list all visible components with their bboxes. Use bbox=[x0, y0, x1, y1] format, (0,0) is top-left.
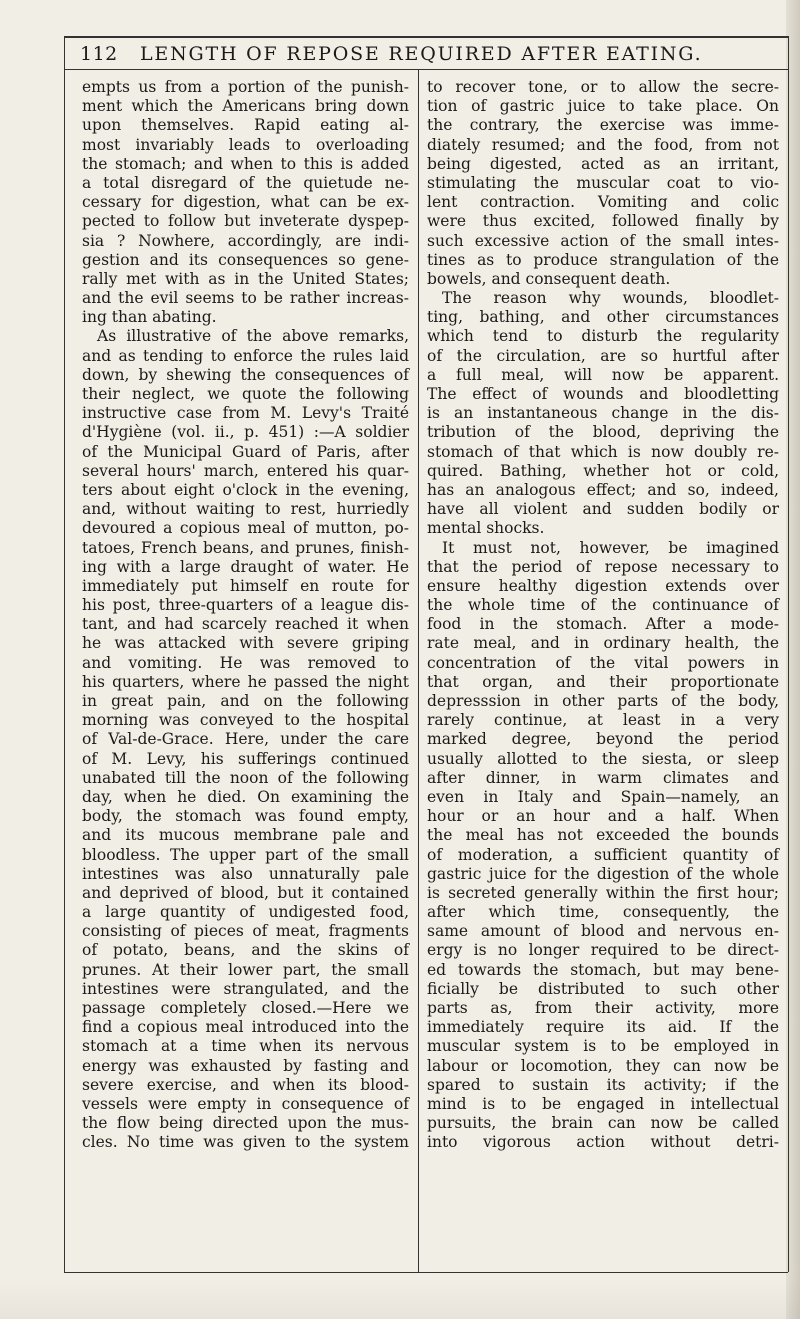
top-rule bbox=[64, 36, 788, 38]
text-line: As illustrative of the above remarks, bbox=[97, 327, 409, 346]
text-line: labour or locomotion, they can now be bbox=[427, 1056, 779, 1075]
text-line: cessary for digestion, what can be ex- bbox=[82, 193, 409, 212]
text-line: of potato, beans, and the skins of bbox=[82, 941, 409, 960]
text-line: intestines was also unnaturally pale bbox=[82, 864, 409, 883]
text-line: gestion and its consequences so gene- bbox=[82, 250, 409, 269]
text-line: of the Municipal Guard of Paris, after bbox=[82, 442, 409, 461]
text-line: and its mucous membrane pale and bbox=[82, 826, 409, 845]
text-line: the meal has not exceeded the bounds bbox=[427, 826, 779, 845]
text-line: even in Italy and Spain—namely, an bbox=[427, 787, 779, 806]
text-line: and, without waiting to rest, hurriedly bbox=[82, 500, 409, 519]
text-line: have all violent and sudden bodily or bbox=[427, 500, 779, 519]
text-line: tant, and had scarcely reached it when bbox=[82, 615, 409, 634]
text-line: is an instantaneous change in the dis- bbox=[427, 404, 779, 423]
text-line: It must not, however, be imagined bbox=[442, 538, 779, 557]
text-line: several hours' march, entered his quar- bbox=[82, 461, 409, 480]
text-line: rally met with as in the United States; bbox=[82, 269, 409, 288]
text-line: tatoes, French beans, and prunes, finish- bbox=[82, 538, 409, 557]
text-line: rarely continue, at least in a very bbox=[427, 711, 779, 730]
text-line: down, by shewing the consequences of bbox=[82, 365, 409, 384]
running-title: LENGTH OF REPOSE REQUIRED AFTER EATING. bbox=[140, 43, 703, 65]
page-shadow bbox=[0, 1279, 800, 1319]
text-line: of the circulation, are so hurtful after bbox=[427, 346, 779, 365]
text-line: into vigorous action without detri- bbox=[427, 1133, 779, 1152]
text-line: and vomiting. He was removed to bbox=[82, 653, 409, 672]
text-line: energy was exhausted by fasting and bbox=[82, 1056, 409, 1075]
page-number: 112 bbox=[80, 43, 118, 65]
text-line: and as tending to enforce the rules laid bbox=[82, 346, 409, 365]
left-rule bbox=[64, 36, 65, 1272]
text-line: ting, bathing, and other circumstances bbox=[427, 308, 779, 327]
text-line: after which time, consequently, the bbox=[427, 903, 779, 922]
text-line: the flow being directed upon the mus- bbox=[82, 1114, 409, 1133]
text-line: bloodless. The upper part of the small bbox=[82, 845, 409, 864]
text-line: ing with a large draught of water. He bbox=[82, 557, 409, 576]
text-line: lent contraction. Vomiting and colic bbox=[427, 193, 779, 212]
text-line: most invariably leads to overloading bbox=[82, 135, 409, 154]
text-line: The effect of wounds and bloodletting bbox=[427, 385, 779, 403]
text-line: of M. Levy, his sufferings continued bbox=[82, 749, 409, 768]
text-line: tribution of the blood, depriving the bbox=[427, 423, 779, 442]
text-line: bowels, and consequent death. bbox=[427, 269, 671, 288]
text-line: day, when he died. On examining the bbox=[82, 787, 409, 806]
text-line: in great pain, and on the following bbox=[82, 692, 409, 710]
text-line: prunes. At their lower part, the small bbox=[82, 960, 409, 979]
text-line: pected to follow but inveterate dyspep- bbox=[82, 212, 409, 231]
text-line: a large quantity of undigested food, bbox=[82, 903, 409, 922]
text-line: severe exercise, and when its blood- bbox=[82, 1075, 409, 1094]
text-line: body, the stomach was found empty, bbox=[82, 807, 409, 826]
text-line: pursuits, the brain can now be called bbox=[427, 1114, 779, 1133]
text-line: being digested, acted as an irritant, bbox=[427, 154, 779, 173]
text-line: morning was conveyed to the hospital bbox=[82, 711, 409, 730]
text-line: his quarters, where he passed the night bbox=[82, 672, 409, 691]
text-line: vessels were empty in consequence of bbox=[82, 1094, 409, 1113]
text-line: the whole time of the continuance of bbox=[427, 596, 779, 615]
text-line: a total disregard of the quietude ne- bbox=[82, 173, 409, 192]
text-line: rate meal, and in ordinary health, the bbox=[427, 634, 779, 653]
text-line: ergy is no longer required to be direct- bbox=[427, 941, 779, 960]
text-line: devoured a copious meal of mutton, po- bbox=[82, 519, 409, 538]
text-line: tion of gastric juice to take place. On bbox=[427, 97, 779, 116]
text-line: muscular system is to be employed in bbox=[427, 1037, 779, 1056]
text-line: the contrary, the exercise was imme- bbox=[427, 116, 779, 135]
text-line: that organ, and their proportionate bbox=[427, 672, 779, 691]
text-line: same amount of blood and nervous en- bbox=[427, 922, 779, 941]
text-line: marked degree, beyond the period bbox=[427, 730, 779, 749]
text-line: a full meal, will now be apparent. bbox=[427, 365, 779, 384]
text-line: ment which the Americans bring down bbox=[82, 97, 409, 116]
text-line: food in the stomach. After a mode- bbox=[427, 615, 779, 634]
text-line: the stomach; and when to this is added bbox=[82, 154, 409, 173]
text-line: hour or an hour and a half. When bbox=[427, 807, 779, 826]
text-line: after dinner, in warm climates and bbox=[427, 768, 779, 787]
text-line: mental shocks. bbox=[427, 519, 545, 538]
text-line: his post, three-quarters of a league dis- bbox=[82, 596, 409, 615]
text-line: of moderation, a sufficient quantity of bbox=[427, 845, 779, 864]
text-line: sia ? Nowhere, accordingly, are indi- bbox=[82, 231, 409, 250]
right-rule bbox=[788, 36, 789, 1272]
text-line: passage completely closed.—Here we bbox=[82, 999, 409, 1017]
text-line: ed towards the stomach, but may bene- bbox=[427, 960, 779, 979]
text-line: depresssion in other parts of the body, bbox=[427, 692, 779, 710]
text-line: consisting of pieces of meat, fragments bbox=[82, 922, 409, 941]
text-line: concentration of the vital powers in bbox=[427, 653, 779, 672]
text-line: stomach of that which is now doubly re- bbox=[427, 442, 779, 461]
text-line: their neglect, we quote the following bbox=[82, 385, 409, 403]
text-line: diately resumed; and the food, from not bbox=[427, 135, 779, 154]
text-line: find a copious meal introduced into the bbox=[82, 1018, 409, 1037]
text-line: intestines were strangulated, and the bbox=[82, 979, 409, 998]
text-line: ficially be distributed to such other bbox=[427, 979, 779, 998]
text-line: has an analogous effect; and so, indeed, bbox=[427, 480, 779, 499]
text-line: The reason why wounds, bloodlet- bbox=[442, 289, 779, 308]
text-line: immediately require its aid. If the bbox=[427, 1018, 779, 1037]
text-line: usually allotted to the siesta, or sleep bbox=[427, 749, 779, 768]
text-line: stimulating the muscular coat to vio- bbox=[427, 173, 779, 192]
text-line: is secreted generally within the first hour; bbox=[427, 883, 779, 902]
text-line: such excessive action of the small intes- bbox=[427, 231, 779, 250]
text-line: gastric juice for the digestion of the whole bbox=[427, 864, 779, 883]
left-text-column bbox=[82, 78, 409, 1153]
text-line: spared to sustain its activity; if the bbox=[427, 1075, 779, 1094]
text-line: d'Hygiène (vol. ii., p. 451) :—A soldier bbox=[82, 423, 409, 442]
text-line: of Val-de-Grace. Here, under the care bbox=[82, 730, 409, 749]
text-line: empts us from a portion of the punish- bbox=[82, 78, 409, 96]
text-line: which tend to disturb the regularity bbox=[427, 327, 779, 346]
text-line: immediately put himself en route for bbox=[82, 576, 409, 595]
text-line: and deprived of blood, but it contained bbox=[82, 883, 409, 902]
text-line: quired. Bathing, whether hot or cold, bbox=[427, 461, 779, 480]
text-line: unabated till the noon of the following bbox=[82, 768, 409, 787]
right-text-column bbox=[427, 78, 779, 1153]
text-line: and the evil seems to be rather increas- bbox=[82, 289, 409, 308]
bottom-rule bbox=[64, 1272, 788, 1273]
text-line: ters about eight o'clock in the evening, bbox=[82, 480, 409, 499]
text-line: to recover tone, or to allow the secre- bbox=[427, 78, 779, 96]
text-line: mind is to be engaged in intellectual bbox=[427, 1094, 779, 1113]
text-line: parts as, from their activity, more bbox=[427, 999, 779, 1017]
text-line: he was attacked with severe griping bbox=[82, 634, 409, 653]
text-line: stomach at a time when its nervous bbox=[82, 1037, 409, 1056]
text-line: that the period of repose necessary to bbox=[427, 557, 779, 576]
column-divider bbox=[418, 70, 419, 1272]
text-line: upon themselves. Rapid eating al- bbox=[82, 116, 409, 135]
text-line: ensure healthy digestion extends over bbox=[427, 576, 779, 595]
text-line: were thus excited, followed finally by bbox=[427, 212, 779, 231]
text-line: tines as to produce strangulation of the bbox=[427, 250, 779, 269]
text-line: ing than abating. bbox=[82, 308, 217, 327]
text-line: cles. No time was given to the system bbox=[82, 1133, 409, 1152]
header-rule bbox=[64, 69, 788, 70]
text-line: instructive case from M. Levy's Traité bbox=[82, 404, 409, 423]
